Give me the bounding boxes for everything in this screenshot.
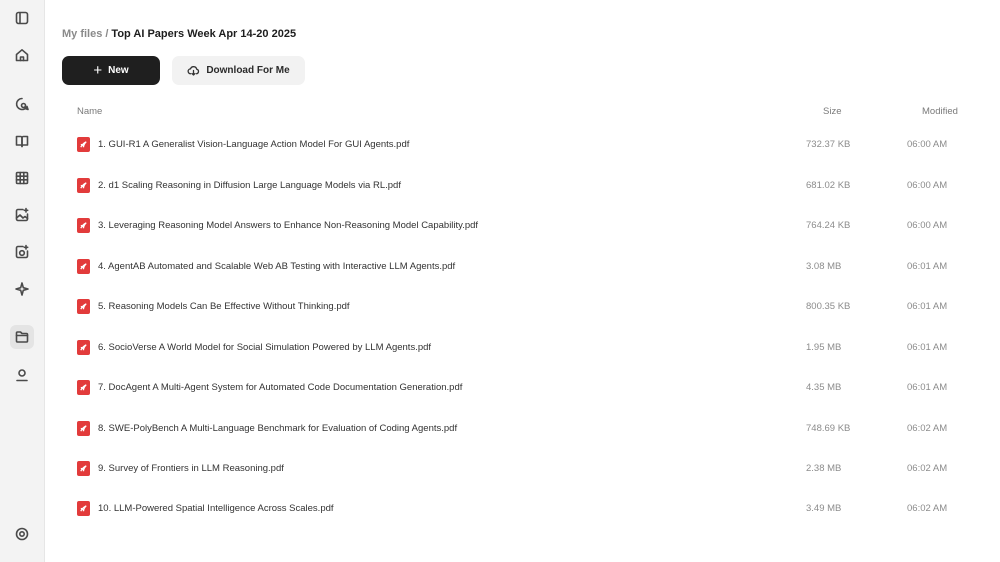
pdf-file-icon (77, 299, 90, 314)
file-row[interactable] (62, 454, 982, 484)
file-size: 681.02 KB (806, 180, 851, 191)
pdf-file-icon (77, 340, 90, 355)
file-modified: 06:02 AM (907, 463, 948, 474)
pdf-file-icon (77, 461, 90, 476)
file-size: 1.95 MB (806, 342, 842, 353)
file-size: 2.38 MB (806, 463, 842, 474)
file-name: 7. DocAgent A Multi-Agent System for Automated Code Documentation Generation.pdf (98, 382, 463, 393)
breadcrumb-separator: / (105, 28, 109, 40)
file-size: 3.08 MB (806, 261, 842, 272)
file-modified: 06:01 AM (907, 261, 948, 272)
folder-icon[interactable] (10, 325, 34, 349)
file-row[interactable] (62, 333, 982, 363)
column-header-size[interactable]: Size (823, 106, 842, 117)
file-row[interactable] (62, 494, 982, 524)
column-header-modified[interactable]: Modified (922, 106, 958, 117)
table-icon[interactable] (10, 166, 34, 190)
file-row[interactable] (62, 211, 982, 241)
profile-icon[interactable] (10, 363, 34, 387)
pdf-file-icon (77, 137, 90, 152)
file-name: 5. Reasoning Models Can Be Effective Without Thinking.pdf (98, 301, 350, 312)
home-icon[interactable] (10, 43, 34, 67)
sparkle-icon[interactable] (10, 277, 34, 301)
settings-icon[interactable] (10, 522, 34, 546)
cloud-download-icon (187, 64, 200, 77)
file-modified: 06:02 AM (907, 503, 948, 514)
breadcrumb (62, 28, 296, 40)
file-modified: 06:01 AM (907, 342, 948, 353)
breadcrumb-root[interactable]: My files (62, 28, 103, 40)
pdf-file-icon (77, 218, 90, 233)
file-modified: 06:01 AM (907, 382, 948, 393)
file-row[interactable] (62, 171, 982, 201)
file-name: 8. SWE-PolyBench A Multi-Language Benchmark for Evaluation of Coding Agents.pdf (98, 423, 458, 434)
file-name: 6. SocioVerse A World Model for Social Simulation Powered by LLM Agents.pdf (98, 342, 432, 353)
download-for-me-button[interactable] (172, 56, 305, 85)
file-name: 9. Survey of Frontiers in LLM Reasoning.pdf (98, 463, 284, 474)
file-name: 3. Leveraging Reasoning Model Answers to Enhance Non-Reasoning Model Capability.pdf (98, 220, 479, 231)
file-name: 2. d1 Scaling Reasoning in Diffusion Large Language Models via RL.pdf (98, 180, 401, 191)
pdf-file-icon (77, 501, 90, 516)
photo-add-icon[interactable] (10, 240, 34, 264)
pdf-file-icon (77, 421, 90, 436)
file-modified: 06:00 AM (907, 220, 948, 231)
image-sparkle-icon[interactable] (10, 203, 34, 227)
download-button-label: Download For Me (206, 65, 290, 76)
file-name: 4. AgentAB Automated and Scalable Web AB Testing with Interactive LLM Agents.pdf (98, 261, 456, 272)
file-size: 764.24 KB (806, 220, 851, 231)
file-modified: 06:00 AM (907, 139, 948, 150)
new-button[interactable] (62, 56, 160, 85)
file-size: 748.69 KB (806, 423, 851, 434)
new-button-label: New (108, 65, 129, 76)
sidebar (0, 0, 45, 562)
file-modified: 06:02 AM (907, 423, 948, 434)
book-icon[interactable] (10, 129, 34, 153)
pdf-file-icon (77, 259, 90, 274)
file-size: 732.37 KB (806, 139, 851, 150)
chat-search-icon[interactable] (10, 92, 34, 116)
file-row[interactable] (62, 130, 982, 160)
file-row[interactable] (62, 292, 982, 322)
column-header-name[interactable]: Name (77, 106, 103, 117)
main-content (45, 0, 1000, 562)
file-row[interactable] (62, 414, 982, 444)
file-row[interactable] (62, 252, 982, 282)
breadcrumb-current: Top AI Papers Week Apr 14-20 2025 (111, 28, 297, 40)
panel-toggle-icon[interactable] (10, 6, 34, 30)
pdf-file-icon (77, 380, 90, 395)
file-modified: 06:01 AM (907, 301, 948, 312)
file-size: 800.35 KB (806, 301, 851, 312)
file-size: 3.49 MB (806, 503, 842, 514)
plus-icon: + (93, 62, 103, 79)
file-name: 1. GUI-R1 A Generalist Vision-Language Action Model For GUI Agents.pdf (98, 139, 410, 150)
file-modified: 06:00 AM (907, 180, 948, 191)
file-row[interactable] (62, 373, 982, 403)
pdf-file-icon (77, 178, 90, 193)
file-name: 10. LLM-Powered Spatial Intelligence Across Scales.pdf (98, 503, 334, 514)
file-size: 4.35 MB (806, 382, 842, 393)
